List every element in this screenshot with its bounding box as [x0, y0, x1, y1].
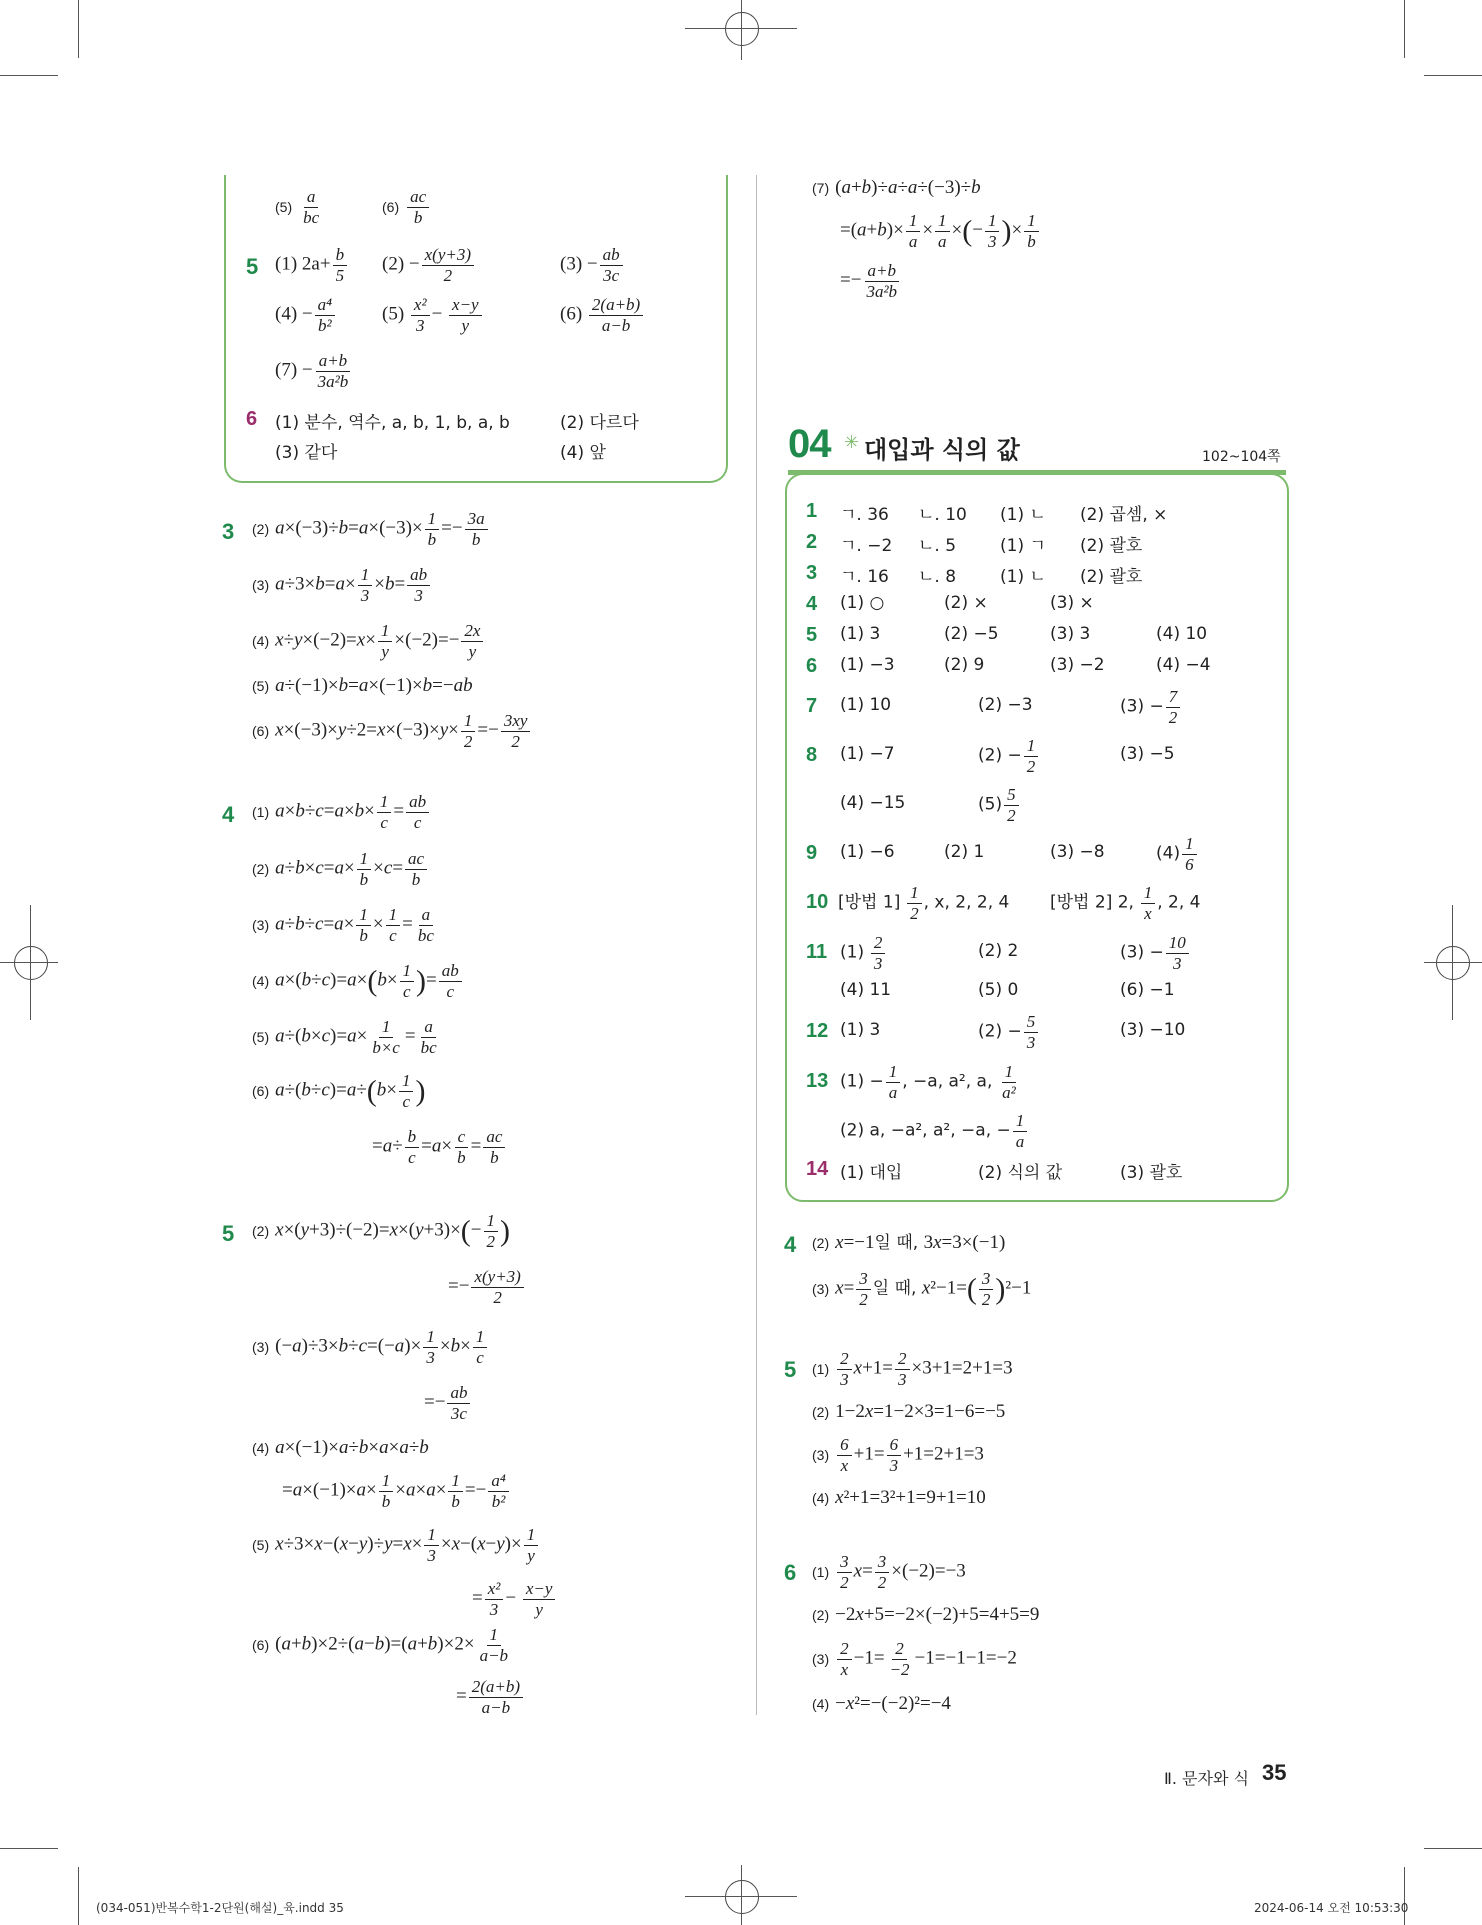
- answer-item: (1) −3: [840, 655, 895, 675]
- answer-item: (5) $\frac{\text{x²}}{3}$ − $\frac{x-y}{y}$: [382, 296, 484, 335]
- registration-mark: [725, 12, 759, 46]
- problem-number: 10: [806, 891, 829, 913]
- problem-number: 4: [784, 1232, 797, 1257]
- chapter-label: Ⅱ. 문자와 식: [1164, 1769, 1249, 1788]
- problem-number: 3: [806, 562, 818, 584]
- crop-mark: [0, 1848, 58, 1849]
- answer-item: (3) 3: [1050, 624, 1091, 644]
- crop-mark: [78, 1867, 79, 1925]
- crop-mark: [685, 1896, 797, 1897]
- answer-item: ㄱ. −2: [840, 536, 893, 556]
- solution-line: =− $\frac{ab}{3c}$: [424, 1384, 472, 1423]
- answer-item: (1) ○: [840, 593, 885, 613]
- solution-line: (6) a÷(b÷c)=a÷(b× $\frac{1}{c}$ ): [252, 1071, 426, 1111]
- answer-item: (4) $\frac{1}{6}$: [1156, 835, 1199, 874]
- answer-item: (4) 11: [840, 980, 892, 1000]
- answer-item: [방법 2] 2, $\frac{1}{x}$ , 2, 4: [1050, 883, 1201, 923]
- crop-mark: [1424, 962, 1482, 963]
- solution-line: (2) −2x+5=−2×(−2)+5=4+5=9: [812, 1604, 1040, 1625]
- solution-line: (1) $\frac{3}{2}$ x= $\frac{3}{2}$ ×(−2)=−3: [812, 1552, 966, 1592]
- problem-number: 1: [806, 500, 818, 522]
- problem-number: 13: [806, 1070, 829, 1092]
- answer-item: (5) $\frac{5}{2}$: [978, 786, 1021, 825]
- problem-number: 7: [806, 695, 818, 717]
- answer-item: (3) ×: [1050, 593, 1094, 613]
- crop-mark: [0, 75, 58, 76]
- solution-line: (3) a÷b÷c=a× $\frac{1}{b}$ × $\frac{1}{c}$ = $\frac{a}{bc}$: [252, 905, 434, 945]
- solution-line: (3) a÷3×b=a× $\frac{1}{3}$ ×b= $\frac{ab}{3}$: [252, 566, 432, 605]
- answer-item: (2) 괄호: [1080, 567, 1143, 587]
- answer-item: (2) 곱셈, ×: [1080, 505, 1168, 525]
- answer-item: (4) −4: [1156, 655, 1211, 675]
- solution-line: =a×(−1)×a× $\frac{1}{b}$ ×a×a× $\frac{1}{b}$ =− $\frac{\text{a⁴}}{\text{b²}}$: [282, 1472, 511, 1511]
- crop-mark: [1424, 1848, 1482, 1849]
- answer-item: (1) 2a+ $\frac{b}{5}$: [275, 246, 349, 285]
- answer-item: (3) −2: [1050, 655, 1105, 675]
- solution-line: (1) $\frac{2}{3}$ x+1= $\frac{2}{3}$ ×3+1=2+1=3: [812, 1349, 1013, 1389]
- solution-line: (1) a×b÷c=a×b× $\frac{1}{c}$ = $\frac{ab}{c}$: [252, 793, 431, 832]
- answer-item: (3) −10: [1120, 1020, 1186, 1040]
- solution-line: =(a+b)× $\frac{1}{a}$ × $\frac{1}{a}$ ×(− $\frac{1}{3}$ )× $\frac{1}{b}$: [840, 212, 1041, 251]
- solution-line: (6) x×(−3)×y÷2=x×(−3)×y× $\frac{1}{2}$ =− $\frac{3xy}{2}$: [252, 712, 532, 751]
- answer-item: (2) −3: [978, 695, 1033, 715]
- answer-item: (1) ㄱ: [1000, 536, 1046, 556]
- solution-line: (3) $\frac{6}{x}$ +1= $\frac{6}{3}$ +1=2+1=3: [812, 1435, 984, 1475]
- answer-item: (6) −1: [1120, 980, 1175, 1000]
- answer-item: (7) − $\frac{a+b}{\text{3a²b}}$: [275, 351, 349, 391]
- solution-line: (7) (a+b)÷a÷a÷(−3)÷b: [812, 177, 981, 198]
- problem-number: 12: [806, 1020, 829, 1042]
- solution-line: (4) x÷y×(−2)=x× $\frac{1}{y}$ ×(−2)=− $\frac{2x}{y}$: [252, 622, 485, 661]
- section-number: 04: [788, 422, 831, 466]
- answer-item: (4) 앞: [560, 443, 606, 463]
- answer-item: (5) $\frac{a}{bc}$: [275, 187, 320, 227]
- print-timestamp: 2024-06-14 오전 10:53:30: [1254, 1901, 1409, 1915]
- registration-mark: [1436, 946, 1470, 980]
- crop-mark: [741, 1865, 742, 1925]
- answer-item: (2) 다르다: [560, 413, 639, 433]
- solution-line: =a÷ $\frac{b}{c}$ =a× $\frac{c}{b}$ = $\frac{ac}{b}$: [372, 1128, 507, 1167]
- problem-number: 9: [806, 842, 818, 864]
- answer-item: (3) 같다: [275, 443, 338, 463]
- answer-item: (1) −6: [840, 842, 895, 862]
- solution-line: (5) a÷(−1)×b=a×(−1)×b=−ab: [252, 675, 473, 696]
- answer-item: (2) −5: [944, 624, 999, 644]
- solution-line: (2) a÷b×c=a× $\frac{1}{b}$ ×c= $\frac{ac}{b}$: [252, 850, 429, 889]
- solution-line: (2) 1−2x=1−2×3=1−6=−5: [812, 1401, 1006, 1422]
- answer-item: (1) 분수, 역수, a, b, 1, b, a, b: [275, 413, 510, 433]
- answer-item: (1) ㄴ: [1000, 567, 1046, 587]
- answer-item: (1) 3: [840, 624, 881, 644]
- solution-line: (2) x×(y+3)÷(−2)=x×(y+3)×(− $\frac{1}{2}$ ): [252, 1211, 511, 1251]
- answer-item: (2) 식의 값: [978, 1163, 1063, 1183]
- answer-item: (6) $\frac{2(a+b)}{a-b}$: [560, 296, 645, 335]
- answer-item: (2) ×: [944, 593, 988, 613]
- answer-item: (3) − $\frac{ab}{3c}$: [560, 246, 625, 285]
- file-info: (034-051)반복수학1-2단원(해설)_육.indd 35: [96, 1901, 344, 1915]
- answer-item: [방법 1] $\frac{1}{2}$ , x, 2, 2, 4: [838, 883, 1010, 923]
- problem-number: 6: [806, 655, 818, 677]
- crop-mark: [78, 0, 79, 58]
- answer-item: (2) 9: [944, 655, 985, 675]
- column-divider: [756, 175, 757, 1715]
- asterisk-icon: ✳: [844, 432, 860, 452]
- answer-item: (3) − $\frac{10}{3}$: [1120, 934, 1191, 973]
- page-range: 102~104쪽: [1202, 449, 1281, 465]
- answer-item: ㄴ. 8: [918, 567, 957, 587]
- answer-item: (2) − $\frac{x(y+3)}{2}$: [382, 246, 476, 285]
- answer-item: (1) 10: [840, 695, 892, 715]
- answer-item: ㄱ. 16: [840, 567, 889, 587]
- answer-item: (1) 대입: [840, 1163, 903, 1183]
- solution-line: (6) (a+b)×2÷(a−b)=(a+b)×2× $\frac{1}{a-b}$: [252, 1625, 509, 1665]
- section-title: 대입과 식의 값: [864, 436, 1020, 464]
- problem-number: 5: [806, 624, 818, 646]
- solution-line: = $\frac{\text{x²}}{3}$ − $\frac{x-y}{y}$: [472, 1580, 557, 1619]
- answer-item: (1) 3: [840, 1020, 881, 1040]
- registration-mark: [14, 946, 48, 980]
- answer-item: ㄴ. 5: [918, 536, 957, 556]
- answer-item: (3) 괄호: [1120, 1163, 1183, 1183]
- problem-number: 8: [806, 744, 818, 766]
- crop-mark: [741, 0, 742, 60]
- solution-line: =− $\frac{x(y+3)}{2}$: [448, 1268, 526, 1307]
- problem-number: 5: [246, 254, 259, 279]
- solution-line: (3) x= $\frac{3}{2}$ 일 때, x²−1=( $\frac{3}{2}$ )²−1: [812, 1269, 1032, 1309]
- answer-item: (2) a, −a², a², −a, − $\frac{1}{a}$: [840, 1112, 1029, 1151]
- problem-number: 6: [784, 1560, 797, 1585]
- problem-number: 5: [784, 1357, 797, 1382]
- crop-mark: [1404, 0, 1405, 58]
- solution-line: (5) x÷3×x−(x−y)÷y=x× $\frac{1}{3}$ ×x−(x−y)× $\frac{1}{y}$: [252, 1526, 540, 1565]
- solution-line: (4) a×(−1)×a÷b×a×a÷b: [252, 1437, 429, 1458]
- solution-line: (2) a×(−3)÷b=a×(−3)× $\frac{1}{b}$ =− $\frac{3a}{b}$: [252, 510, 490, 549]
- answer-item: (3) − $\frac{7}{2}$: [1120, 688, 1182, 727]
- solution-line: (2) x=−1일 때, 3x=3×(−1): [812, 1232, 1006, 1253]
- registration-mark: [725, 1880, 759, 1914]
- problem-number: 5: [222, 1221, 235, 1246]
- answer-item: (1) −7: [840, 744, 895, 764]
- problem-number: 14: [806, 1158, 829, 1180]
- answer-item: (1) − $\frac{1}{a}$ , −a, a², a, $\frac{1}{\text{a²}}$: [840, 1062, 1016, 1102]
- problem-number: 6: [246, 408, 258, 430]
- problem-number: 3: [222, 519, 235, 544]
- answer-item: (1) $\frac{2}{3}$: [840, 934, 887, 973]
- answer-item: (4) 10: [1156, 624, 1208, 644]
- solution-line: (4) −x²=−(−2)²=−4: [812, 1693, 951, 1714]
- problem-number: 2: [806, 531, 818, 553]
- answer-item: (2) − $\frac{5}{3}$: [978, 1013, 1040, 1052]
- solution-line: (4) x²+1=3²+1=9+1=10: [812, 1487, 986, 1508]
- answer-item: (3) −5: [1120, 744, 1175, 764]
- solution-line: (3) (−a)÷3×b÷c=(−a)× $\frac{1}{3}$ ×b× $\frac{1}{c}$: [252, 1328, 489, 1367]
- page-number: 35: [1262, 1760, 1287, 1785]
- crop-mark: [685, 28, 797, 29]
- answer-item: (2) 2: [978, 941, 1019, 961]
- answer-item: (6) $\frac{ac}{b}$: [382, 188, 431, 227]
- solution-line: (5) a÷(b×c)=a× $\frac{1}{b\times c}$ = $\frac{a}{bc}$: [252, 1017, 437, 1057]
- solution-line: = $\frac{2(a+b)}{a-b}$: [456, 1678, 525, 1717]
- problem-number: 11: [806, 941, 828, 963]
- answer-item: (2) 1: [944, 842, 985, 862]
- answer-item: (2) − $\frac{1}{2}$: [978, 737, 1040, 776]
- problem-number: 4: [806, 593, 818, 615]
- solution-line: (4) a×(b÷c)=a×(b× $\frac{1}{c}$ )= $\frac{ab}{c}$: [252, 962, 464, 1001]
- solution-line: (3) $\frac{2}{x}$ −1= $\frac{2}{-2}$ −1=−1−1=−2: [812, 1639, 1017, 1679]
- answer-item: ㄴ. 10: [918, 505, 967, 525]
- crop-mark: [1424, 75, 1482, 76]
- answer-item: (4) − $\frac{\text{a⁴}}{\text{b²}}$: [275, 296, 337, 335]
- answer-item: (2) 괄호: [1080, 536, 1143, 556]
- answer-item: (4) −15: [840, 793, 906, 813]
- answer-item: (5) 0: [978, 980, 1019, 1000]
- answer-item: (3) −8: [1050, 842, 1105, 862]
- answer-item: (1) ㄴ: [1000, 505, 1046, 525]
- crop-mark: [1404, 1867, 1405, 1925]
- crop-mark: [0, 962, 58, 963]
- solution-line: =− $\frac{a+b}{\text{3a²b}}$: [840, 261, 898, 301]
- problem-number: 4: [222, 802, 235, 827]
- answer-item: ㄱ. 36: [840, 505, 889, 525]
